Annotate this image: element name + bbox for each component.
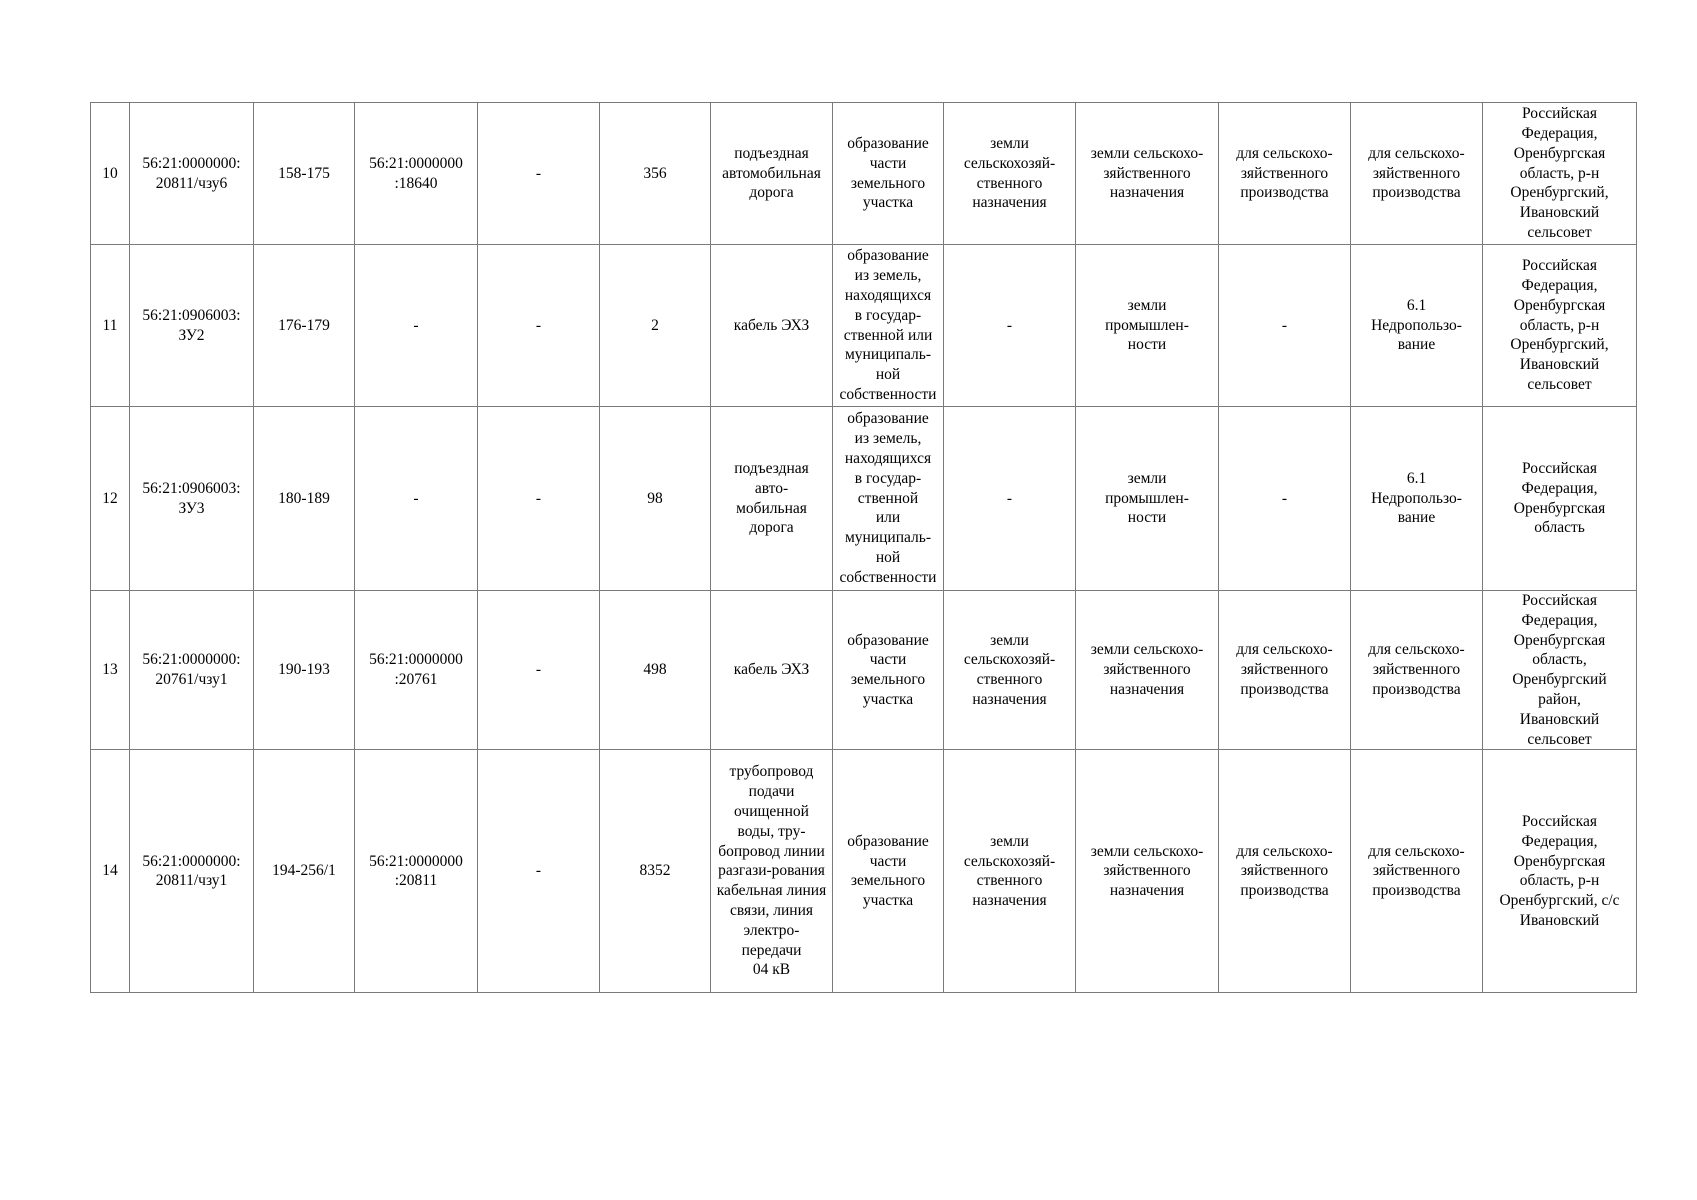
row-number-cell: 13 (91, 591, 130, 750)
parent-cadastral-number-cell: - (355, 245, 478, 407)
parent-cadastral-number-cell: 56:21:0000000 :18640 (355, 103, 478, 245)
formation-method-cell: образование части земельного участка (833, 103, 944, 245)
row-number-cell: 11 (91, 245, 130, 407)
table-row (91, 103, 1637, 245)
existing-permitted-use-cell: для сельскохо- зяйственного производства (1219, 103, 1351, 245)
area-cell: 356 (600, 103, 711, 245)
permitted-use-cell: 6.1 Недропользо- вание (1351, 407, 1483, 591)
land-category-cell: земли сельскохо- зяйственного назначения (1076, 750, 1219, 993)
area-cell: 98 (600, 407, 711, 591)
boundary-points-cell: 180-189 (254, 407, 355, 591)
permitted-use-cell: для сельскохо- зяйственного производства (1351, 750, 1483, 993)
parent-cadastral-number-cell: 56:21:0000000 :20811 (355, 750, 478, 993)
formation-method-cell: образование из земель, находящихся в государ- ственной или муниципаль- ной собственности (833, 407, 944, 591)
address-cell: Российская Федерация, Оренбургская область, р-н Оренбургский, с/с Ивановский (1483, 750, 1637, 993)
purpose-cell: кабель ЭХЗ (711, 245, 833, 407)
plot-designation-cell: 56:21:0906003: ЗУ2 (130, 245, 254, 407)
table-row (91, 750, 1637, 993)
plot-designation-cell: 56:21:0000000: 20811/чзу1 (130, 750, 254, 993)
existing-permitted-use-cell: - (1219, 407, 1351, 591)
permitted-use-cell: 6.1 Недропользо- вание (1351, 245, 1483, 407)
existing-land-category-cell: земли сельскохозяй- ственного назначения (944, 591, 1076, 750)
existing-permitted-use-cell: для сельскохо- зяйственного производства (1219, 750, 1351, 993)
land-category-cell: земли сельскохо- зяйственного назначения (1076, 103, 1219, 245)
table-row (91, 407, 1637, 591)
row-number-cell: 12 (91, 407, 130, 591)
land-plots-table (90, 102, 1637, 993)
purpose-cell: подъездная авто- мобильная дорога (711, 407, 833, 591)
plot-designation-cell: 56:21:0000000: 20761/чзу1 (130, 591, 254, 750)
area-cell: 498 (600, 591, 711, 750)
existing-permitted-use-cell: - (1219, 245, 1351, 407)
land-category-cell: земли сельскохо- зяйственного назначения (1076, 591, 1219, 750)
formation-method-cell: образование из земель, находящихся в государ- ственной или муниципаль- ной собственности (833, 245, 944, 407)
area-cell: 2 (600, 245, 711, 407)
column-5-cell: - (478, 245, 600, 407)
formation-method-cell: образование части земельного участка (833, 591, 944, 750)
purpose-cell: кабель ЭХЗ (711, 591, 833, 750)
boundary-points-cell: 190-193 (254, 591, 355, 750)
land-category-cell: земли промышлен- ности (1076, 245, 1219, 407)
row-number-cell: 10 (91, 103, 130, 245)
plot-designation-cell: 56:21:0000000: 20811/чзу6 (130, 103, 254, 245)
column-5-cell: - (478, 591, 600, 750)
existing-land-category-cell: - (944, 245, 1076, 407)
boundary-points-cell: 176-179 (254, 245, 355, 407)
table-row (91, 591, 1637, 750)
permitted-use-cell: для сельскохо- зяйственного производства (1351, 103, 1483, 245)
boundary-points-cell: 158-175 (254, 103, 355, 245)
plot-designation-cell: 56:21:0906003: ЗУ3 (130, 407, 254, 591)
existing-permitted-use-cell: для сельскохо- зяйственного производства (1219, 591, 1351, 750)
column-5-cell: - (478, 750, 600, 993)
permitted-use-cell: для сельскохо- зяйственного производства (1351, 591, 1483, 750)
row-number-cell: 14 (91, 750, 130, 993)
address-cell: Российская Федерация, Оренбургская область, р-н Оренбургский, Ивановский сельсовет (1483, 103, 1637, 245)
land-category-cell: земли промышлен- ности (1076, 407, 1219, 591)
table-row (91, 245, 1637, 407)
formation-method-cell: образование части земельного участка (833, 750, 944, 993)
address-cell: Российская Федерация, Оренбургская область (1483, 407, 1637, 591)
column-5-cell: - (478, 407, 600, 591)
parent-cadastral-number-cell: 56:21:0000000 :20761 (355, 591, 478, 750)
existing-land-category-cell: земли сельскохозяй- ственного назначения (944, 103, 1076, 245)
parent-cadastral-number-cell: - (355, 407, 478, 591)
area-cell: 8352 (600, 750, 711, 993)
purpose-cell: трубопровод подачи очищенной воды, тру- бопровод линии разгази-рования кабельная линия связи, линия электро- передачи 04 кВ (711, 750, 833, 993)
address-cell: Российская Федерация, Оренбургская область, р-н Оренбургский, Ивановский сельсовет (1483, 245, 1637, 407)
boundary-points-cell: 194-256/1 (254, 750, 355, 993)
column-5-cell: - (478, 103, 600, 245)
address-cell: Российская Федерация, Оренбургская область, Оренбургский район, Ивановский сельсовет (1483, 591, 1637, 750)
existing-land-category-cell: - (944, 407, 1076, 591)
existing-land-category-cell: земли сельскохозяй- ственного назначения (944, 750, 1076, 993)
purpose-cell: подъездная автомобильная дорога (711, 103, 833, 245)
